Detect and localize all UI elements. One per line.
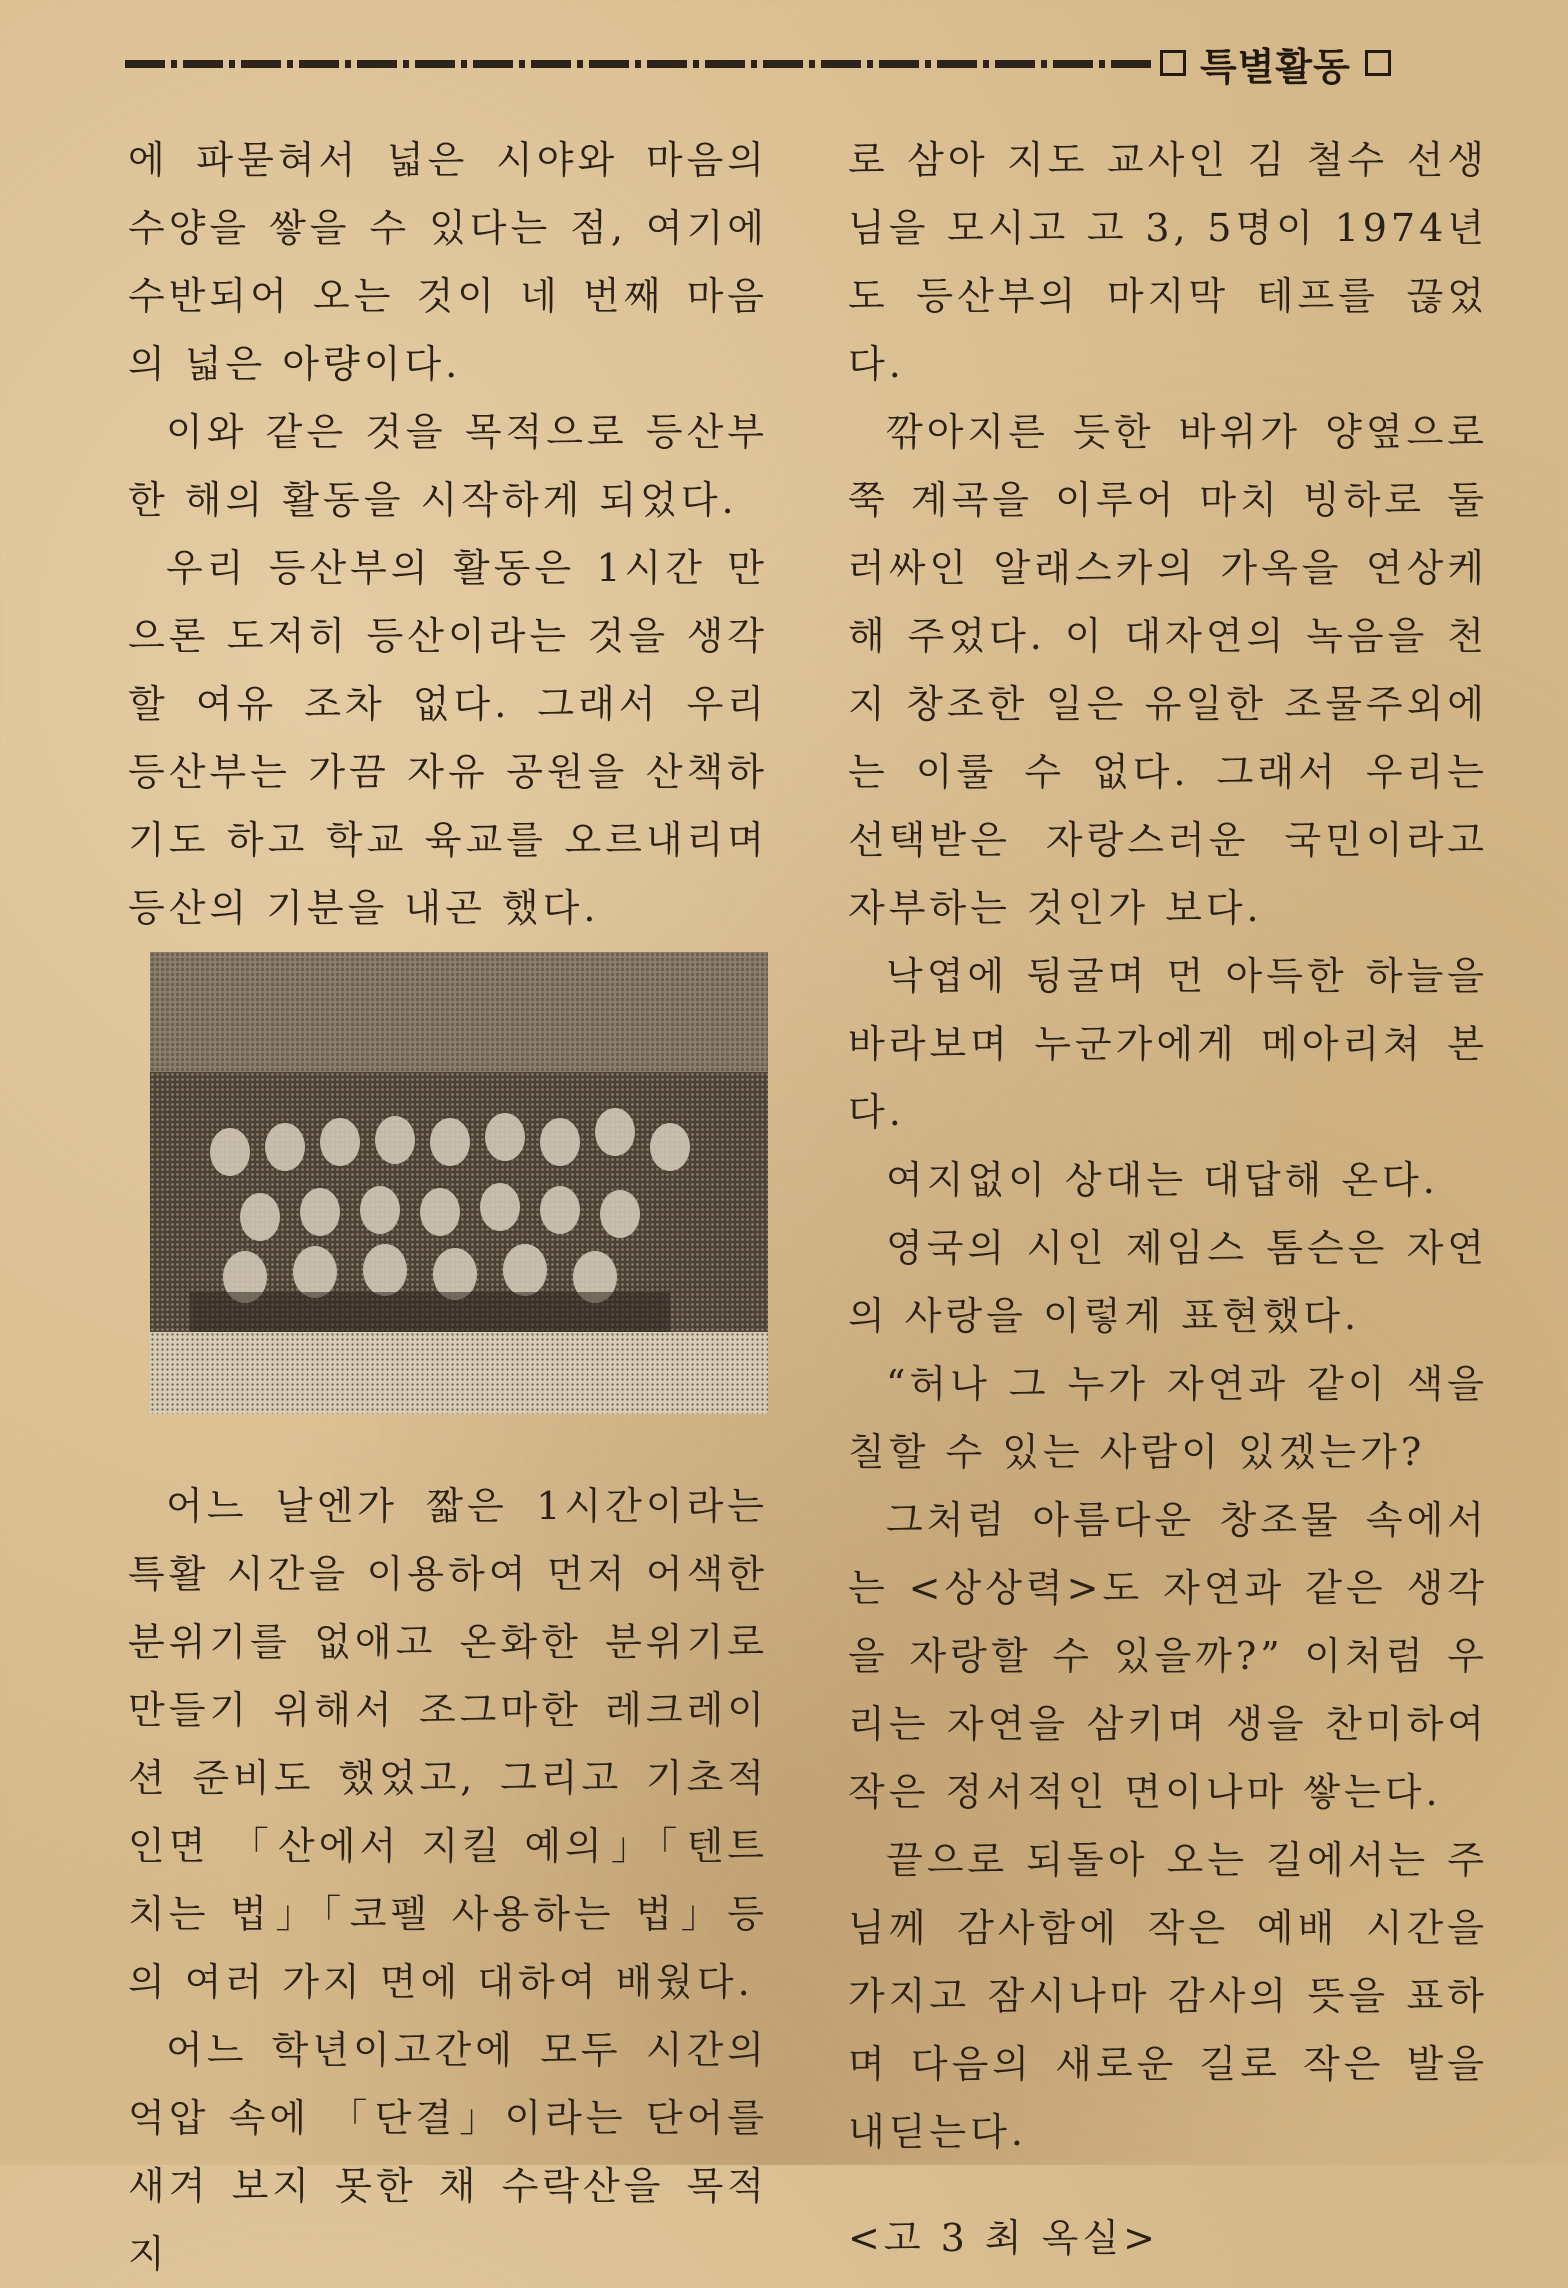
paragraph: 어느 학년이고간에 모두 시간의 억압 속에 「단결」이라는 단어를 새겨 보지 못한 채 수락산을 목적지 — [128, 2028, 768, 2276]
header-rule — [125, 60, 1155, 68]
left-column-bottom — [128, 1472, 768, 2288]
paragraph: 여지없이 상대는 대답해 온다. — [886, 1158, 1439, 1202]
left-column-top — [128, 126, 768, 942]
paragraph: 로 삼아 지도 교사인 김 철수 선생님을 모시고 고 3, 5명이 1974년도 등산부의 마지막 테프를 끊었다. — [848, 138, 1488, 386]
square-outline-icon — [1365, 50, 1391, 76]
paragraph: 낙엽에 뒹굴며 먼 아득한 하늘을 바라보며 누군가에게 메아리쳐 본다. — [848, 954, 1488, 1134]
paragraph: 우리 등산부의 활동은 1시간 만으론 도저히 등산이라는 것을 생각할 여유 조차 없다. 그래서 우리 등산부는 가끔 자유 공원을 산책하기도 하고 학교 육교를 오르내리며 등산의 기분을 내곤 했다. — [128, 546, 768, 930]
paragraph: 그처럼 아름다운 창조물 속에서는 <상상력>도 자연과 같은 생각을 자랑할 수 있을까?” 이처럼 우리는 자연을 삼키며 생을 찬미하여 작은 정서적인 면이나마 쌓는다. — [848, 1498, 1488, 1814]
paragraph: 깎아지른 듯한 바위가 양옆으로 쭉 계곡을 이루어 마치 빙하로 둘러싸인 알래스카의 가옥을 연상케 해 주었다. 이 대자연의 녹음을 천지 창조한 일은 유일한 조물주외에는 이룰 수 없다. 그래서 우리는 선택받은 자랑스러운 국민이라고 자부하는 것인가 보다. — [848, 410, 1488, 930]
paragraph: “허나 그 누가 자연과 같이 색을 칠할 수 있는 사람이 있겠는가? — [848, 1362, 1488, 1474]
group-photo — [150, 952, 768, 1414]
group-photo-image — [150, 952, 768, 1414]
section-header — [1160, 38, 1391, 88]
square-outline-icon — [1160, 50, 1186, 76]
paragraph: 에 파묻혀서 넓은 시야와 마음의 수양을 쌓을 수 있다는 점, 여기에 수반되어 오는 것이 네 번째 마음의 넓은 아량이다. — [128, 138, 768, 386]
paragraph: 이와 같은 것을 목적으로 등산부 한 해의 활동을 시작하게 되었다. — [128, 410, 768, 522]
section-title: 특별활동 — [1200, 44, 1351, 89]
right-column — [848, 126, 1488, 2272]
paragraph: 어느 날엔가 짧은 1시간이라는 특활 시간을 이용하여 먼저 어색한 분위기를 없애고 온화한 분위기로 만들기 위해서 조그마한 레크레이션 준비도 했었고, 그리고 기초적인면 「산에서 지킬 예의」「텐트 치는 법」「코펠 사용하는 법」등의 여러 가지 면에 대하여 배웠다. — [128, 1484, 768, 2004]
paragraph: 영국의 시인 제임스 톰슨은 자연의 사랑을 이렇게 표현했다. — [848, 1226, 1488, 1338]
author-signature: <고 3 최 옥실> — [848, 2216, 1159, 2260]
paragraph: 끝으로 되돌아 오는 길에서는 주님께 감사함에 작은 예배 시간을 가지고 잠시나마 감사의 뜻을 표하며 다음의 새로운 길로 작은 발을 내딛는다. — [848, 1838, 1488, 2154]
